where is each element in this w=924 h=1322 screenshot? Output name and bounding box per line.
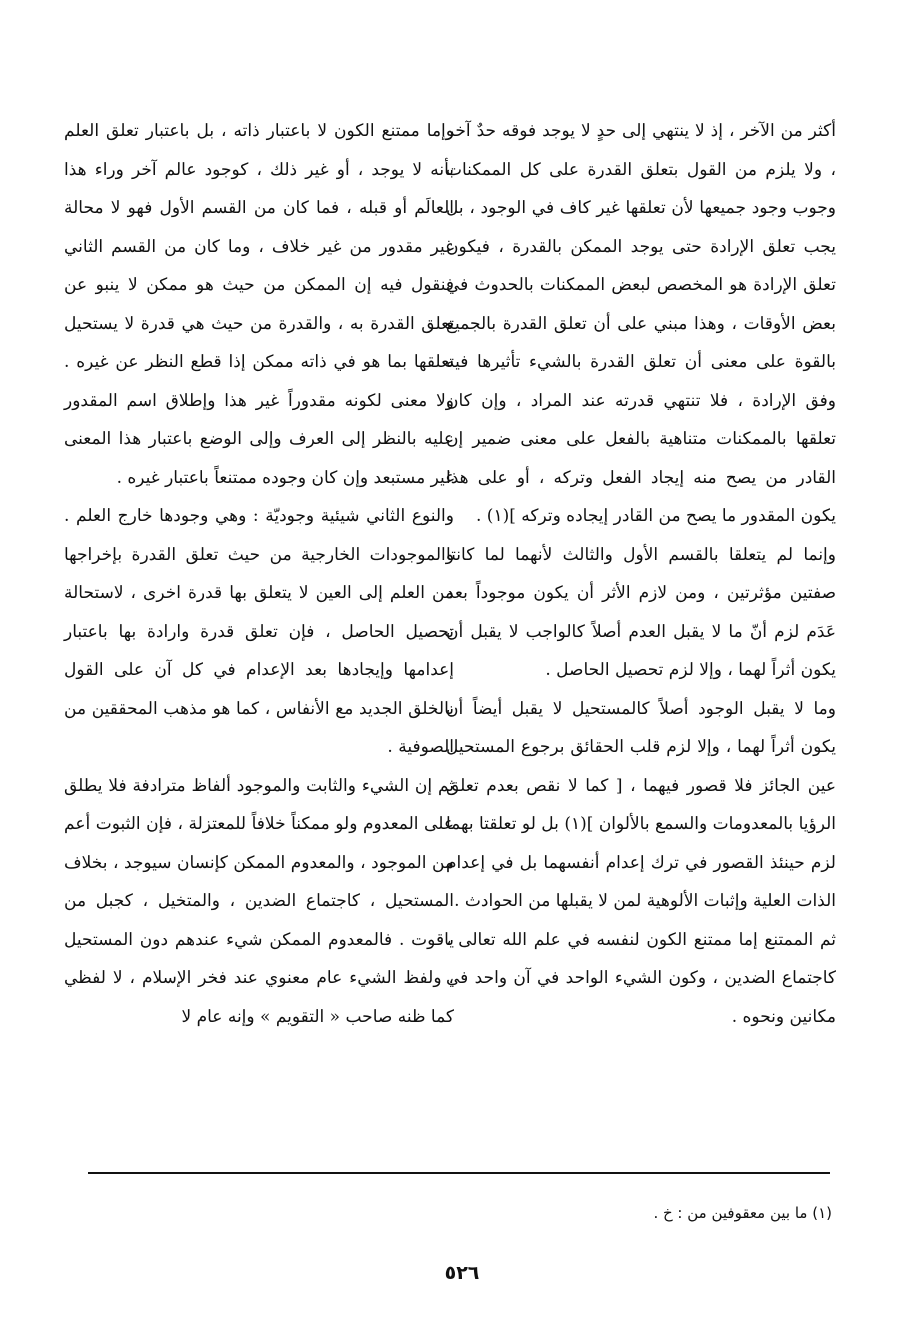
paragraph: أكثر من الآخر ، إذ لا ينتهي إلى حدٍ لا يوجد فوقه حدٌ آخر ، ولا يلزم من القول بتعلق القدرة على كل الممكنات وجوب وجود جميعها لأن تعلقها غير كاف في الوجود ، بل يجب تعلق الإرادة حتى يوجد الممكن بالقدرة ، فيكون تعلق الإرادة هو المخصص لبعض الممكنات بالحدوث في بعض الأوقات ، وهذا مبني على أن تعلق القدرة بالجميع بالقوة على معنى أن تعلق القدرة بالشيء تأثيرها فيه وفق الإرادة ، فلا تنتهي قدرته عند المراد ، وإن كان تعلقها بالممكنات متناهية بالفعل على معنى ضمير إن القادر من يصح منه إيجاد الفعل وتركه ، أو على هذا يكون المقدور ما يصح من القادر إيجاده وتركه ](١) . [446, 121, 836, 526]
footnote: (١) ما بين معقوفين من : خ . [653, 1204, 832, 1222]
right-column [446, 112, 836, 1036]
paragraph: وإما ممتنع الكون لا باعتبار ذاته ، بل باعتبار تعلق العلم بأنه لا يوجد ، أو غير ذلك ، كوجود عالم آخر وراء هذا العالَم أو قبله ، فما كان من القسم الأول فهو لا محالة غير مقدور من غير خلاف ، وما كان من القسم الثاني فنقول فيه إن الممكن من حيث هو ممكن لا ينبو عن تعلق القدرة به ، والقدرة من حيث هي قدرة لا يستحيل تعلقها بما هو في ذاته ممكن إذا قطع النظر عن غيره . ولا معنى لكونه مقدوراً غير هذا وإطلاق اسم المقدور عليه بالنظر إلى العرف وإلى الوضع باعتبار هذا المعنى غير مستبعد وإن كان وجوده ممتنعاً باعتبار غيره . [64, 121, 454, 488]
paragraph: وما لا يقبل الوجود أصلاً كالمستحيل لا يقبل أيضاً أن يكون أثراً لهما ، وإلا لزم قلب الحقائق برجوع المستحيل عين الجائز فلا قصور فيهما ، [ كما لا نقص بعدم تعلق الرؤيا بالمعدومات والسمع بالألوان ](١) بل لو تعلقتا بهما لزم حينئذ القصور في ترك إعدام أنفسهما بل في إعدام الذات العلية وإثبات الألوهية لمن لا يقبلها من الحوادث . [446, 698, 836, 911]
paragraph: ثم إن الشيء والثابت والموجود ألفاظ مترادفة فلا يطلق على المعدوم ولو ممكناً خلافاً للمعتزلة ، فإن الثبوت أعم من الموجود ، والمعدوم الممكن كإنسان سيوجد ، بخلاف المستحيل ، كاجتماع الضدين ، والمتخيل ، كجبل من ياقوت . فالمعدوم الممكن شيء عندهم دون المستحيل ، ولفظ الشيء عام معنوي عند فخر الإسلام ، لا لفظي كما ظنه صاحب « التقويم » وإنه عام لا [64, 775, 454, 1027]
paragraph: وإنما لم يتعلقا بالقسم الأول والثالث لأنهما لما كانتا صفتين مؤثرتين ، ومن لازم الأثر أن يكون موجوداً بعد عَدَم لزم أنّ ما لا يقبل العدم أصلاً كالواجب لا يقبل أن يكون أثراً لهما ، وإلا لزم تحصيل الحاصل . [446, 544, 836, 680]
paragraph: ثم الممتنع إما ممتنع الكون لنفسه في علم الله تعالى ، كاجتماع الضدين ، وكون الشيء الواحد في آن واحد في مكانين ونحوه . [446, 929, 836, 1027]
left-column [64, 112, 454, 1036]
paragraph: والنوع الثاني شيئية وجوديّة : وهي وجودها خارج العلم . والموجودات الخارجية من حيث تعلق القدرة بإخراجها من العلم إلى العين لا يتعلق بها قدرة اخرى ، لاستحالة تحصيل الحاصل ، فإن تعلق قدرة وارادة بها باعتبار إعدامها وإيجادها بعد الإعدام في كل آن على القول بالخلق الجديد مع الأنفاس ، كما هو مذهب المحققين من الصوفية . [64, 506, 454, 757]
footnote-divider [88, 1172, 830, 1174]
page-number: ٥٢٦ [444, 1262, 480, 1284]
